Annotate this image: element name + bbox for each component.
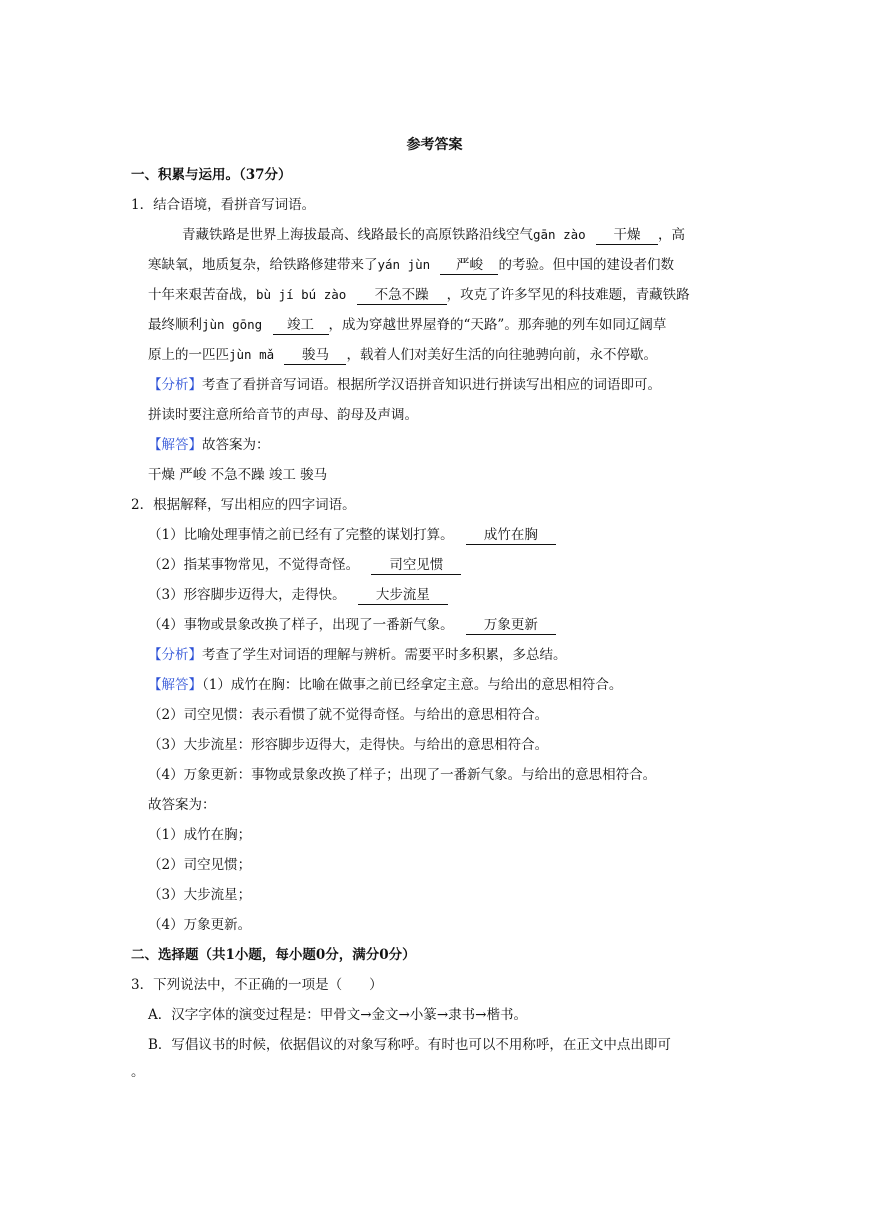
q2-item-3 bbox=[148, 585, 448, 605]
q1-text: 十年来艰苦奋战， bbox=[148, 287, 256, 303]
q2-item-1 bbox=[148, 525, 556, 545]
analysis-text: 考查了看拼音写词语。根据所学汉语拼音知识进行拼读写出相应的词语即可。 bbox=[202, 377, 661, 393]
answer-text: 故答案为： bbox=[202, 437, 270, 453]
q1-text: 寒缺氧，地质复杂，给铁路修建带来了 bbox=[148, 257, 378, 273]
q3-option-b: B．写倡议书的时候，依据倡议的对象写称呼。有时也可以不用称呼，在正文中点出即可 bbox=[148, 1037, 671, 1053]
q1-text: 的考验。但中国的建设者们数 bbox=[498, 257, 674, 273]
q2-explain-4: （4）万象更新：事物或景象改换了样子；出现了一番新气象。与给出的意思相符合。 bbox=[148, 767, 657, 783]
page-title: 参考答案 bbox=[406, 137, 463, 153]
q1-text: ，高 bbox=[657, 227, 685, 243]
analysis-tag: 【分析】 bbox=[148, 647, 202, 663]
q2-final-1: （1）成竹在胸； bbox=[148, 827, 252, 843]
q2-answer-intro: 故答案为： bbox=[148, 797, 216, 813]
q1-text: 青藏铁路是世界上海拔最高、线路最长的高原铁路沿线空气 bbox=[182, 227, 533, 243]
q1-text: 最终顺利 bbox=[148, 317, 202, 333]
answer-blank: 干燥 bbox=[596, 226, 658, 245]
question-1-stem: 1．结合语境，看拼音写词语。 bbox=[131, 197, 316, 213]
q2-final-4: （4）万象更新。 bbox=[148, 917, 252, 933]
q3-option-b-end: 。 bbox=[131, 1064, 145, 1080]
q1-passage-line-5 bbox=[148, 345, 657, 365]
q1-passage-line-4 bbox=[148, 315, 666, 335]
pinyin: jùn mǎ bbox=[229, 347, 275, 362]
answer-blank: 司空见惯 bbox=[371, 556, 461, 575]
q2-item-text: （3）形容脚步迈得大，走得快。 bbox=[148, 587, 346, 603]
answer-blank: 大步流星 bbox=[358, 586, 448, 605]
q2-analysis bbox=[148, 645, 567, 665]
q2-item-4 bbox=[148, 615, 556, 635]
answer-blank: 万象更新 bbox=[466, 616, 556, 635]
q2-item-2 bbox=[148, 555, 461, 575]
q1-answer-list: 干燥 严峻 不急不躁 竣工 骏马 bbox=[148, 467, 328, 483]
q2-item-text: （2）指某事物常见，不觉得奇怪。 bbox=[148, 557, 360, 573]
explain-text: （1）成竹在胸：比喻在做事之前已经拿定主意。与给出的意思相符合。 bbox=[202, 677, 623, 693]
section-heading-2: 二、选择题（共1小题，每小题0分，满分0分） bbox=[131, 947, 416, 963]
section-heading-1: 一、积累与运用。（37分） bbox=[131, 167, 292, 183]
q1-text: 原上的一匹匹 bbox=[148, 347, 229, 363]
q1-text: ，载着人们对美好生活的向往驰骋向前，永不停歇。 bbox=[346, 347, 657, 363]
analysis-text: 考查了学生对词语的理解与辨析。需要平时多积累，多总结。 bbox=[202, 647, 567, 663]
question-2-stem: 2．根据解释，写出相应的四字词语。 bbox=[131, 497, 356, 513]
q2-answer bbox=[148, 675, 622, 695]
pinyin: yán jùn bbox=[377, 257, 431, 272]
answer-blank: 严峻 bbox=[440, 256, 498, 275]
q1-analysis bbox=[148, 375, 661, 395]
q1-passage-line-3 bbox=[148, 285, 690, 305]
answer-blank: 竣工 bbox=[273, 316, 329, 335]
answer-blank: 骏马 bbox=[284, 346, 346, 365]
q2-item-text: （4）事物或景象改换了样子，出现了一番新气象。 bbox=[148, 617, 454, 633]
q1-text: ，攻克了许多罕见的科技难题，青藏铁路 bbox=[446, 287, 690, 303]
pinyin: gān zào bbox=[533, 227, 586, 242]
q1-text: ，成为穿越世界屋脊的“天路”。那奔驰的列车如同辽阔草 bbox=[328, 317, 667, 333]
q3-option-a: A．汉字字体的演变过程是：甲骨文→金文→小篆→隶书→楷书。 bbox=[148, 1007, 527, 1023]
q2-item-text: （1）比喻处理事情之前已经有了完整的谋划打算。 bbox=[148, 527, 454, 543]
answer-blank: 不急不躁 bbox=[357, 286, 447, 305]
analysis-tag: 【分析】 bbox=[148, 377, 202, 393]
question-3-stem: 3．下列说法中，不正确的一项是（ ） bbox=[131, 977, 383, 993]
q1-answer bbox=[148, 435, 270, 455]
pinyin: jùn gōng bbox=[202, 317, 263, 332]
q1-passage-line-1 bbox=[182, 225, 685, 245]
q2-final-3: （3）大步流星； bbox=[148, 887, 252, 903]
q2-final-2: （2）司空见惯； bbox=[148, 857, 252, 873]
answer-tag: 【解答】 bbox=[148, 437, 202, 453]
q1-analysis-cont: 拼读时要注意所给音节的声母、韵母及声调。 bbox=[148, 407, 418, 423]
answer-blank: 成竹在胸 bbox=[466, 526, 556, 545]
q2-explain-2: （2）司空见惯：表示看惯了就不觉得奇怪。与给出的意思相符合。 bbox=[148, 707, 549, 723]
answer-tag: 【解答】 bbox=[148, 677, 202, 693]
pinyin: bù jí bú zào bbox=[256, 287, 347, 302]
q2-explain-3: （3）大步流星：形容脚步迈得大，走得快。与给出的意思相符合。 bbox=[148, 737, 549, 753]
q1-passage-line-2 bbox=[148, 255, 674, 275]
